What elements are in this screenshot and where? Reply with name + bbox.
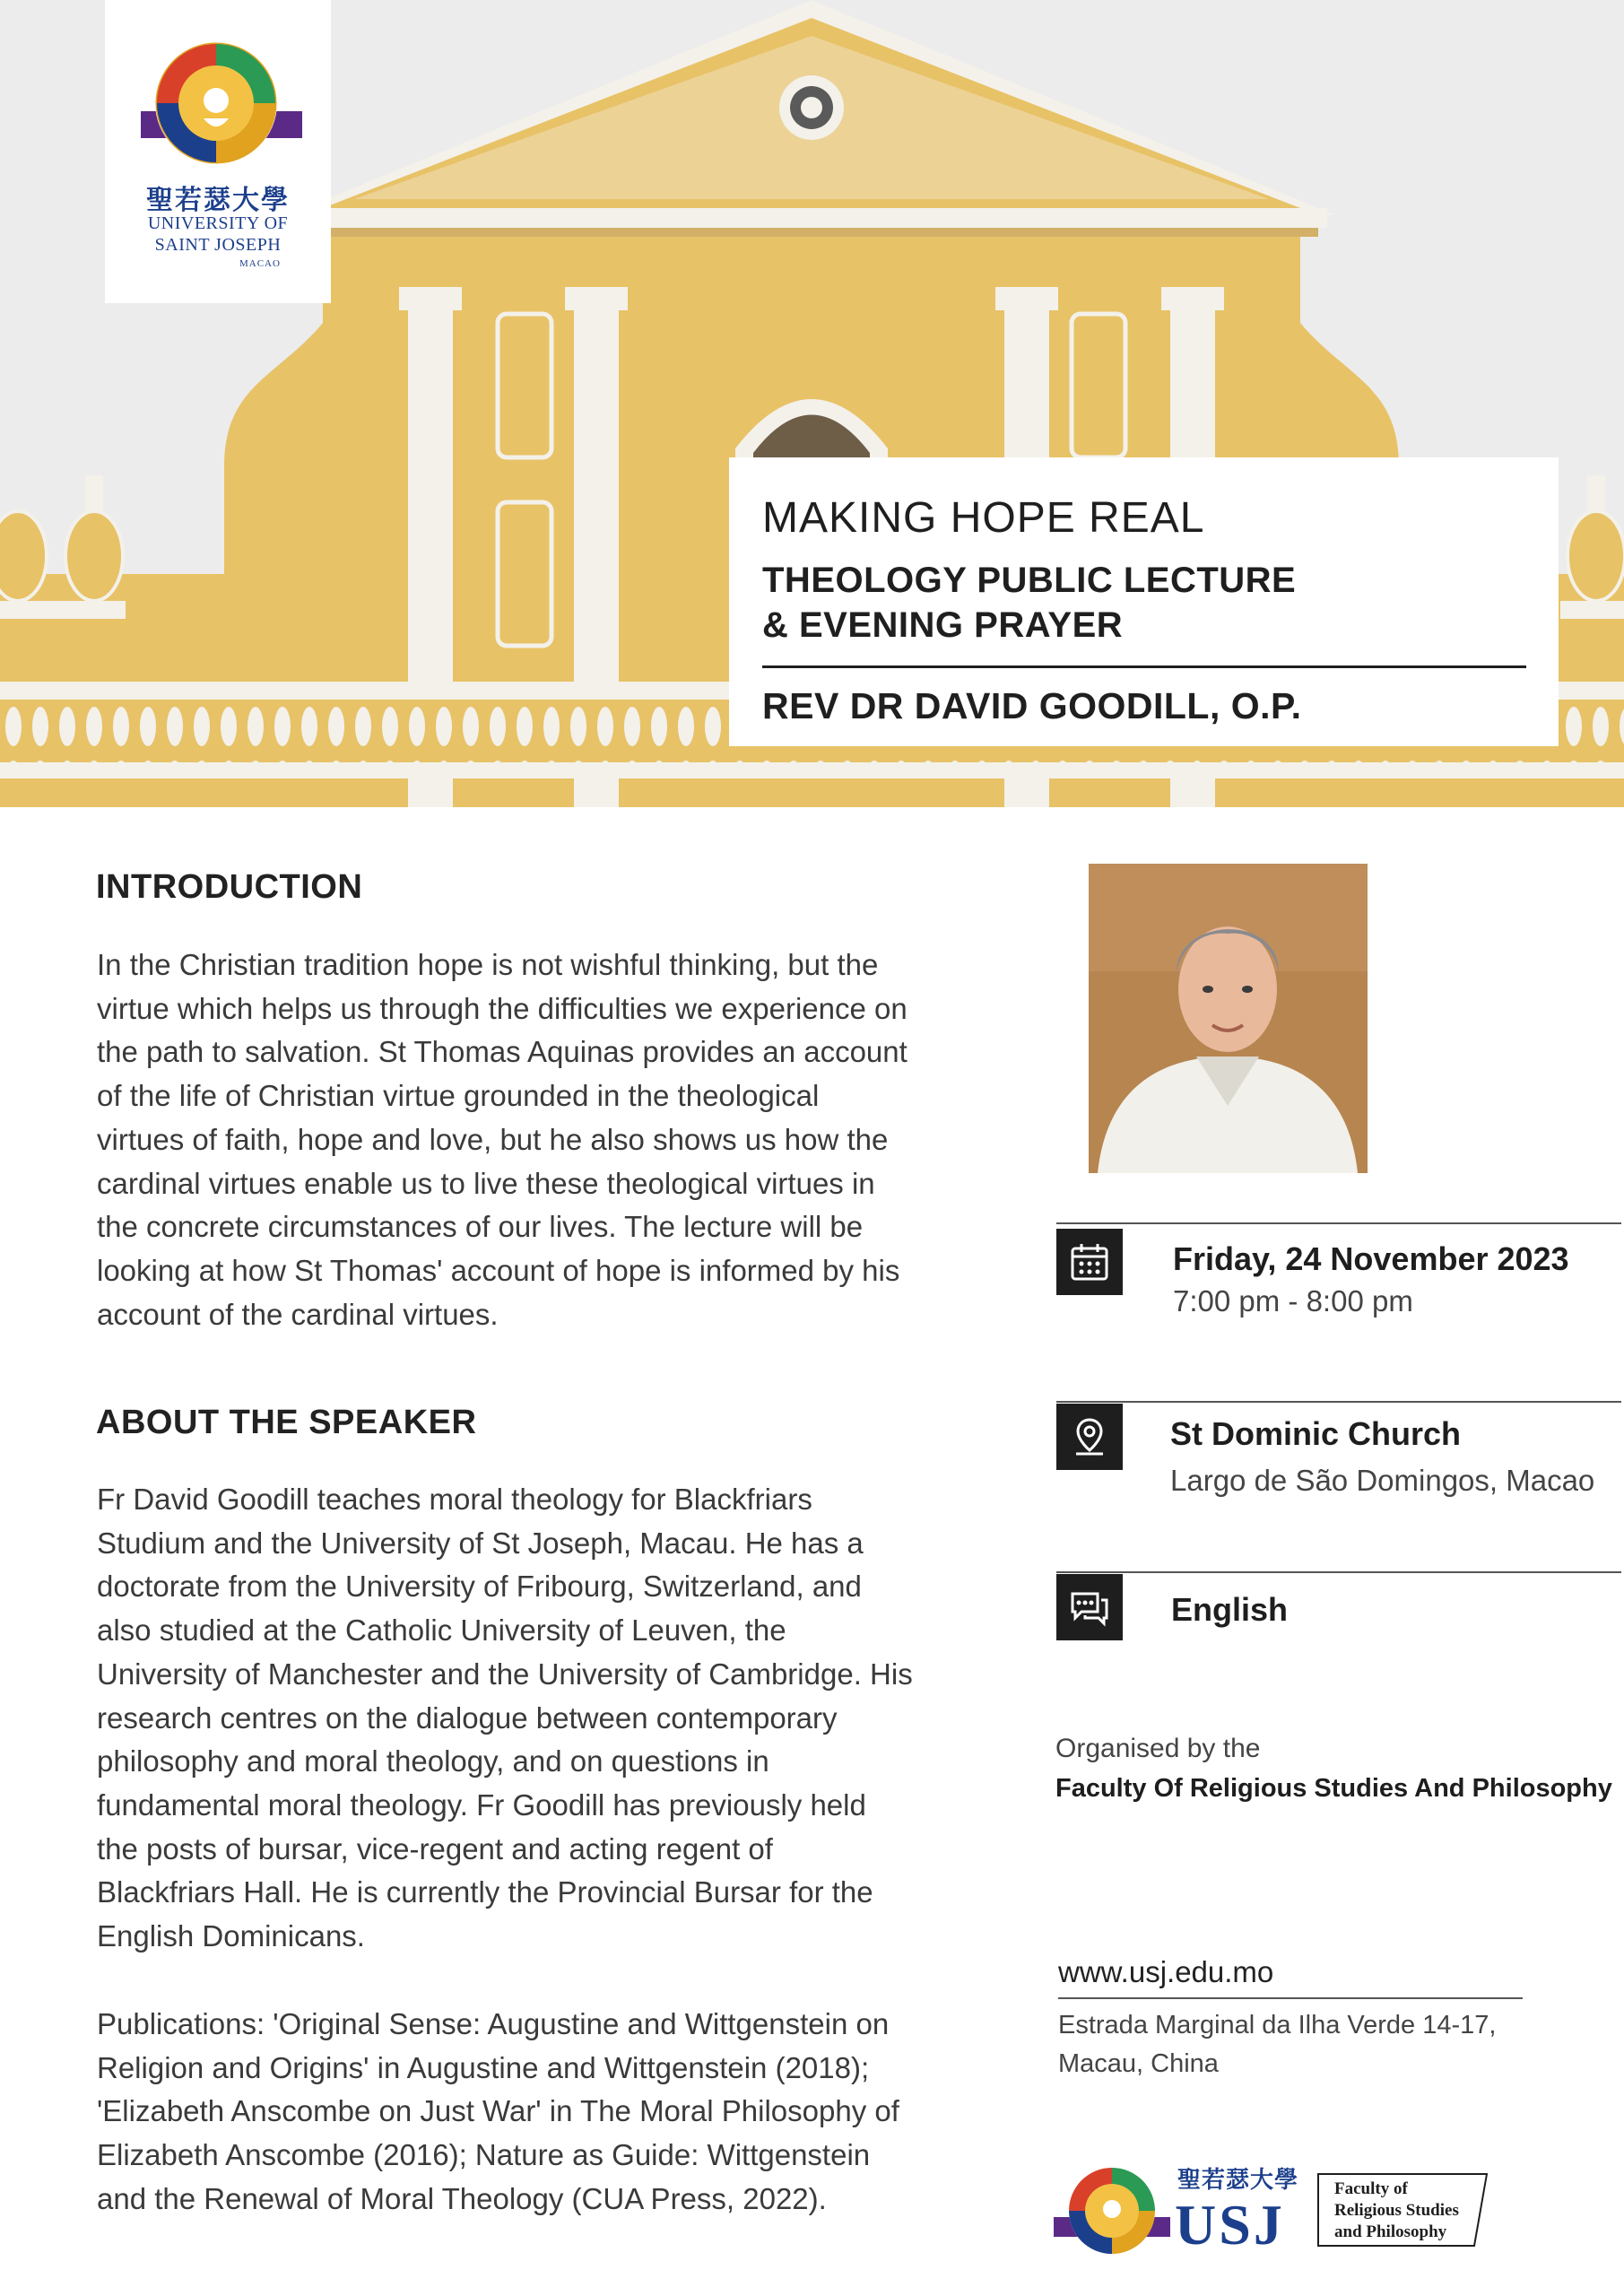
hero-banner bbox=[0, 0, 1624, 807]
intro-line: of the life of Christian virtue grounded in the theological bbox=[97, 1079, 820, 1113]
footer-faculty-logo bbox=[1054, 2161, 1493, 2260]
logo-name-line1: UNIVERSITY OF bbox=[147, 213, 289, 233]
publications-line: 'Elizabeth Anscombe on Just War' in The Moral Philosophy of bbox=[97, 2094, 899, 2128]
intro-line: In the Christian tradition hope is not wishful thinking, but the bbox=[97, 948, 879, 981]
intro-line: virtue which helps us through the difficulties we experience on bbox=[97, 991, 908, 1025]
intro-line: the path to salvation. St Thomas Aquinas provides an account bbox=[97, 1035, 908, 1069]
date-divider bbox=[1056, 1222, 1621, 1224]
venue-divider bbox=[1056, 1401, 1621, 1403]
bio-line: fundamental moral theology. Fr Goodill has previously held bbox=[97, 1787, 866, 1822]
intro-line: cardinal virtues enable us to live these theological virtues in bbox=[97, 1166, 875, 1200]
publications-line: and the Renewal of Moral Theology (CUA Press, 2022). bbox=[97, 2181, 827, 2215]
bio-line: doctorate from the University of Fribourg, Switzerland, and bbox=[97, 1570, 862, 1604]
title-card bbox=[729, 457, 1559, 746]
bio-line: University of Manchester and the University of Cambridge. His bbox=[97, 1657, 913, 1691]
organiser-name: Faculty Of Religious Studies And Philosophy bbox=[1055, 1774, 1612, 1803]
publications bbox=[97, 2003, 978, 2222]
bio-line: Studium and the University of St Joseph, Macau. He has a bbox=[97, 1526, 864, 1560]
footer-chinese-name: 聖若瑟大學 bbox=[1177, 2167, 1299, 2193]
venue-name: St Dominic Church bbox=[1170, 1415, 1462, 1452]
publications-line: Elizabeth Anscombe (2016); Nature as Guide: Wittgenstein bbox=[97, 2138, 871, 2172]
usj-seal-logo bbox=[105, 0, 331, 179]
publications-line: Religion and Origins' in Augustine and Wittgenstein (2018); bbox=[97, 2050, 870, 2084]
bio-line: Blackfriars Hall. He is currently the Provincial Bursar for the bbox=[97, 1875, 873, 1909]
speaker-name: REV DR DAVID GOODILL, O.P. bbox=[762, 685, 1302, 726]
intro-line: virtues of faith, hope and love, but he also shows us how the bbox=[97, 1122, 889, 1156]
website-link[interactable]: www.usj.edu.mo bbox=[1058, 1955, 1274, 1988]
title-divider bbox=[762, 665, 1526, 668]
faculty-badge bbox=[1309, 2172, 1489, 2248]
event-date: Friday, 24 November 2023 bbox=[1173, 1240, 1569, 1277]
address-line1: Estrada Marginal da Ilha Verde 14-17, bbox=[1058, 2011, 1497, 2039]
introduction-heading: INTRODUCTION bbox=[96, 868, 363, 906]
faculty-line3: and Philosophy bbox=[1334, 2222, 1447, 2241]
venue-address: Largo de São Domingos, Macao bbox=[1170, 1464, 1595, 1497]
speaker-bio bbox=[97, 1478, 978, 1959]
faculty-line2: Religious Studies bbox=[1334, 2201, 1459, 2220]
subtitle-line2: & EVENING PRAYER bbox=[762, 605, 1124, 645]
university-logo bbox=[105, 0, 331, 303]
bio-line: Fr David Goodill teaches moral theology for Blackfriars bbox=[97, 1483, 812, 1516]
bio-line: English Dominicans. bbox=[97, 1919, 365, 1953]
intro-line: looking at how St Thomas' account of hope is informed by his bbox=[97, 1253, 900, 1287]
intro-line: the concrete circumstances of our lives. The lecture will be bbox=[97, 1210, 864, 1244]
event-language: English bbox=[1171, 1591, 1289, 1628]
footer-usj-abbr: USJ bbox=[1175, 2193, 1285, 2257]
publications-line: Publications: 'Original Sense: Augustine and Wittgenstein on bbox=[97, 2007, 890, 2040]
subtitle-line1: THEOLOGY PUBLIC LECTURE bbox=[762, 561, 1297, 600]
address-line2: Macau, China bbox=[1058, 2049, 1219, 2078]
event-time: 7:00 pm - 8:00 pm bbox=[1173, 1284, 1413, 1318]
page-title: MAKING HOPE REAL bbox=[762, 494, 1205, 542]
logo-name-line3: MACAO bbox=[239, 258, 281, 269]
organiser-label: Organised by the bbox=[1055, 1734, 1261, 1763]
logo-name-line2: SAINT JOSEPH bbox=[154, 235, 282, 255]
speaker-photo bbox=[1089, 864, 1368, 1173]
contact-divider bbox=[1058, 1997, 1523, 1999]
language-divider bbox=[1056, 1571, 1621, 1573]
calendar-icon bbox=[1056, 1229, 1123, 1295]
usj-seal-small-icon bbox=[1054, 2161, 1170, 2260]
about-speaker-heading: ABOUT THE SPEAKER bbox=[96, 1404, 477, 1441]
logo-chinese-name: 聖若瑟大學 bbox=[146, 186, 290, 215]
bio-line: philosophy and moral theology, and on questions in bbox=[97, 1744, 769, 1779]
intro-line: account of the cardinal virtues. bbox=[97, 1297, 499, 1331]
introduction-text bbox=[97, 944, 978, 1336]
bio-line: the posts of bursar, vice-regent and acting regent of bbox=[97, 1831, 773, 1866]
bio-line: also studied at the Catholic University of Leuven, the bbox=[97, 1613, 786, 1648]
speech-bubbles-icon bbox=[1056, 1574, 1123, 1640]
location-pin-icon bbox=[1056, 1404, 1123, 1470]
faculty-line1: Faculty of bbox=[1334, 2179, 1408, 2198]
bio-line: research centres on the dialogue between contemporary bbox=[97, 1700, 838, 1735]
